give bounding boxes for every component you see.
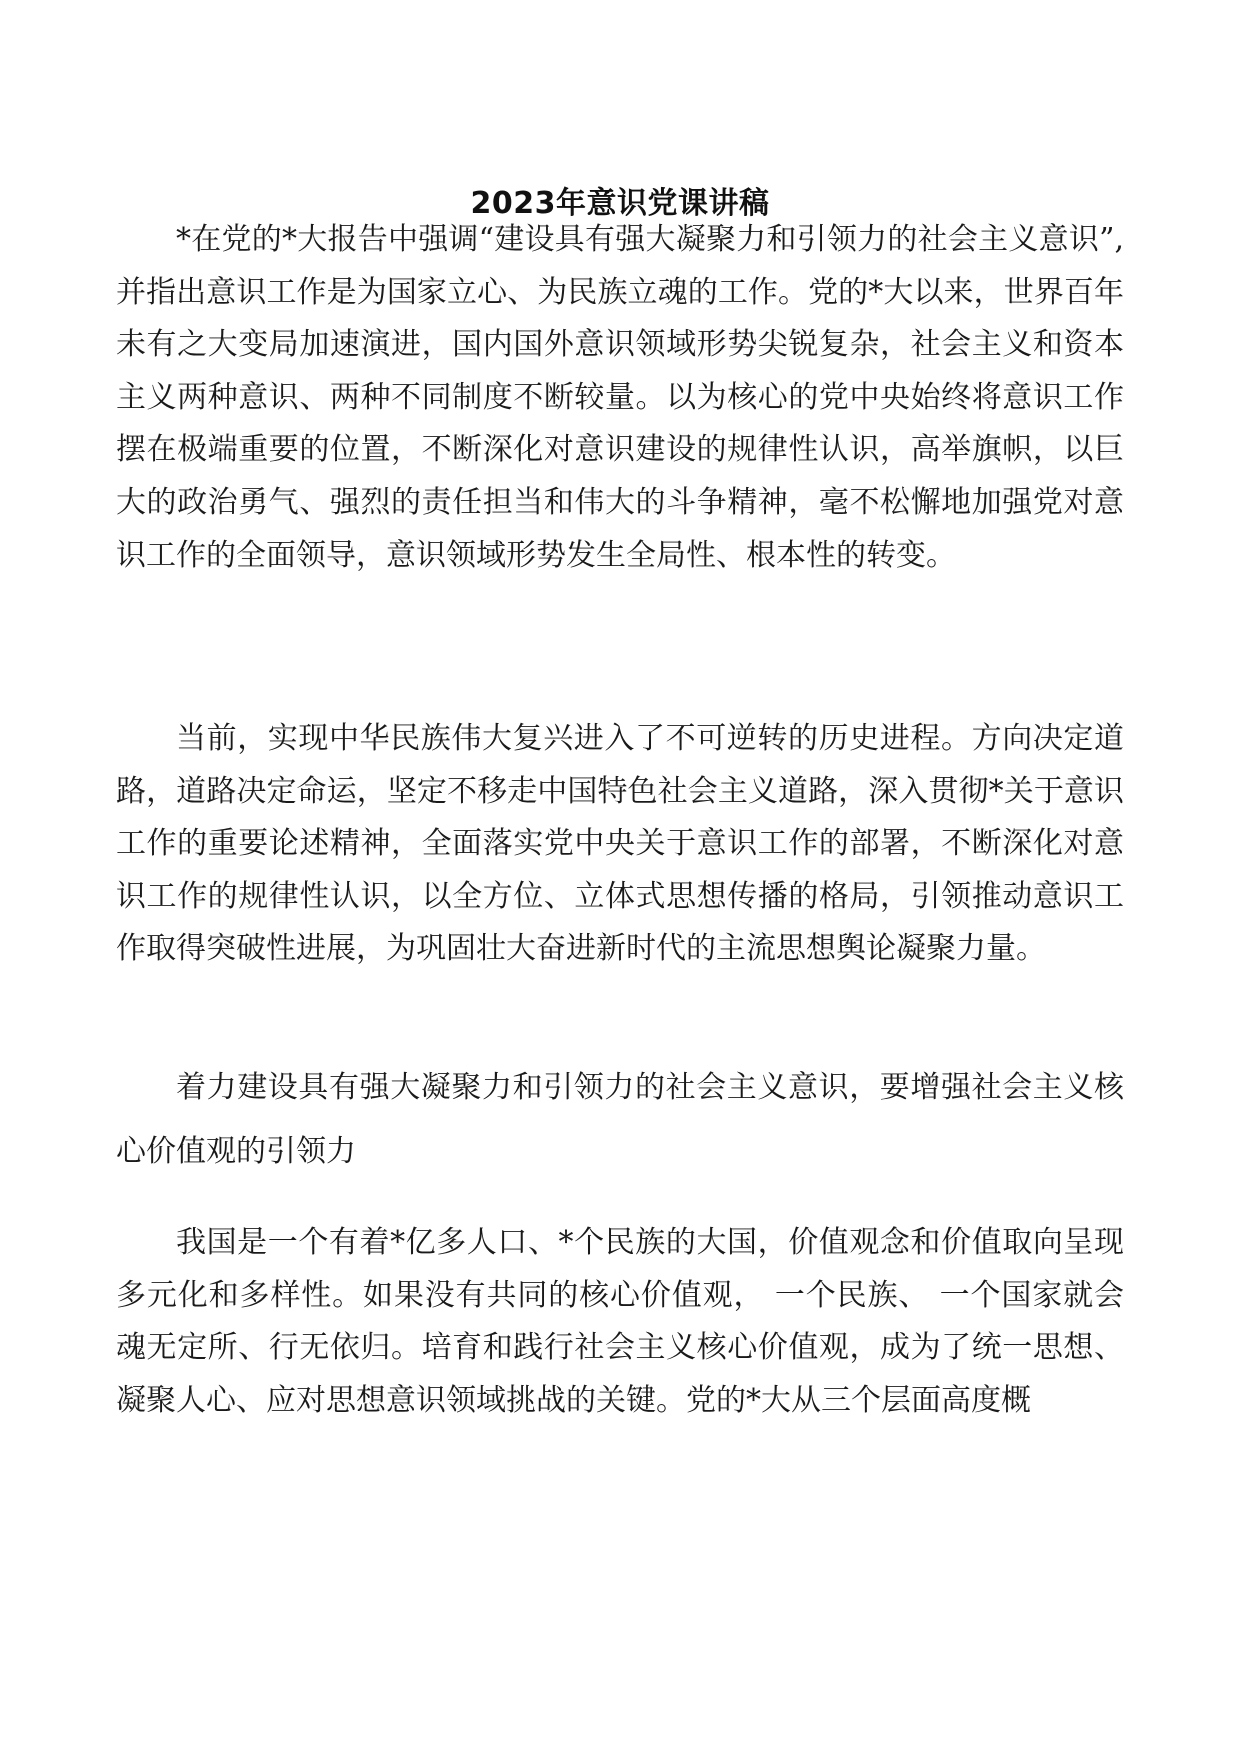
- paragraph-2: 当前，实现中华民族伟大复兴进入了不可逆转的历史进程。方向决定道路，道路决定命运，坚定不移走中国特色社会主义道路，深入贯彻*关于意识工作的重要论述精神，全面落实党中央关于意识工作的部署，不断深化对意识工作的规律性认识，以全方位、立体式思想传播的格局，引领推动意识工作取得突破性进展，为巩固壮大奋进新时代的主流思想舆论凝聚力量。: [116, 721, 1124, 967]
- paragraph-1: *在党的*大报告中强调“建设具有强大凝聚力和引领力的社会主义意识”,并指出意识工作是为国家立心、为民族立魂的工作。党的*大以来，世界百年未有之大变局加速演进，国内国外意识领域形势尖锐复杂，社会主义和资本主义两种意识、两种不同制度不断较量。以为核心的党中央始终将意识工作摆在极端重要的位置，不断深化对意识建设的规律性认识，高举旗帜，以巨大的政治勇气、强烈的责任担当和伟大的斗争精神，毫不松懈地加强党对意识工作的全面领导，意识领域形势发生全局性、根本性的转变。: [116, 222, 1124, 573]
- section-heading-paragraph: 着力建设具有强大凝聚力和引领力的社会主义意识，要增强社会主义核心价值观的引领力: [116, 1070, 1124, 1169]
- paragraph-4: 我国是一个有着*亿多人口、*个民族的大国，价值观念和价值取向呈现多元化和多样性。如果没有共同的核心价值观， 一个民族、 一个国家就会魂无定所、行无依归。培育和践行社会主义核心价值观，成为了统一思想、凝聚人心、应对思想意识领域挑战的关键。党的*大从三个层面高度概: [116, 1225, 1124, 1418]
- document-title: 2023年意识党课讲稿: [470, 186, 770, 221]
